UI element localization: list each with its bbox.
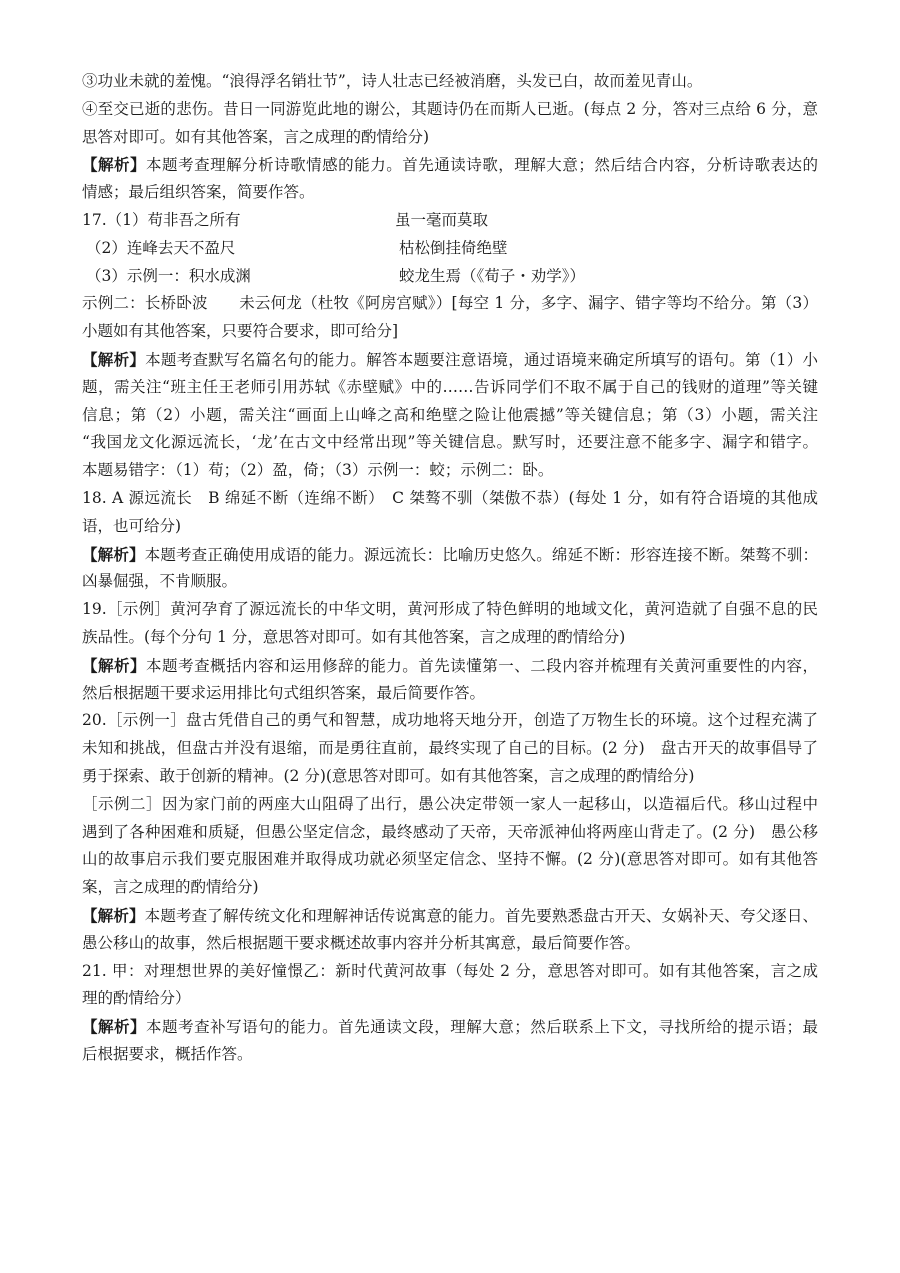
answer-17-scoring: 小题如有其他答案，只要符合要求，即可给分] <box>82 322 399 341</box>
analysis-18-cont: 凶暴倔强，不肯顺服。 <box>82 572 238 591</box>
answer-20-example-1: 20.［示例一］盘古凭借自己的勇气和智慧，成功地将天地分开，创造了万物生长的环境。这个过程充满了 <box>82 711 818 730</box>
analysis-17-cont: “我国龙文化源远流长，‘龙’在古文中经常出现”等关键信息。默写时，还要注意不能多字、漏字和错字。 <box>82 433 818 452</box>
analysis-19-cont: 然后根据题干要求运用排比句式组织答案，最后简要作答。 <box>82 683 486 702</box>
answer-17-row-3 <box>82 263 818 291</box>
analysis-18 <box>82 541 818 569</box>
analysis-20 <box>82 902 818 930</box>
analysis-text: 本题考查正确使用成语的能力。源远流长：比喻历史悠久。绵延不断：形容连接不断。桀骜不驯： <box>144 545 818 564</box>
analysis-17 <box>82 346 818 374</box>
answer-17-1a: 17.（1）苟非吾之所有 <box>82 210 241 229</box>
answer-17-2b: 枯松倒挂倚绝壁 <box>399 238 508 257</box>
answer-17-row-2 <box>82 235 818 263</box>
analysis-17-cont: 信息；第（2）小题，需关注“画面上山峰之高和绝壁之险让他震撼”等关键信息；第（3）小题，需关注 <box>82 405 818 424</box>
answer-17-3b: 蛟龙生焉（《荀子・劝学》） <box>399 266 586 285</box>
analysis-17-cont: 题，需关注“班主任王老师引用苏轼《赤壁赋》中的……告诉同学们不取不属于自己的钱财的道理”等关键 <box>82 377 818 396</box>
analysis-tag: 【解析】 <box>82 349 146 369</box>
answer-19: 19.［示例］黄河孕育了源远流长的中华文明，黄河形成了特色鲜明的地域文化，黄河造就了自强不息的民 <box>82 600 818 619</box>
answer-19-cont: 族品性。(每个分句 1 分，意思答对即可。如有其他答案，言之成理的酌情给分) <box>82 627 626 646</box>
answer-16-point-4: ④至交已逝的悲伤。昔日一同游览此地的谢公，其题诗仍在而斯人已逝。(每点 2 分，答对三点给 6 分，意 <box>82 99 818 118</box>
answer-21-cont: 理的酌情给分） <box>82 989 191 1008</box>
analysis-tag: 【解析】 <box>82 544 145 564</box>
analysis-text: 本题考查理解分析诗歌情感的能力。首先通读诗歌，理解大意；然后结合内容，分析诗歌表达的 <box>146 156 818 175</box>
analysis-text: 本题考查概括内容和运用修辞的能力。首先读懂第一、二段内容并梳理有关黄河重要性的内容， <box>146 656 818 675</box>
answer-21: 21. 甲：对理想世界的美好憧憬乙：新时代黄河故事（每处 2 分，意思答对即可。如有其他答案，言之成 <box>82 961 818 980</box>
answer-20-example-2-cont: 山的故事启示我们要克服困难并取得成功就必须坚定信念、坚持不懈。(2 分)(意思答对即可。如有其他答 <box>82 850 818 869</box>
analysis-20-cont: 愚公移山的故事，然后根据题干要求概述故事内容并分析其寓意，最后简要作答。 <box>82 933 641 952</box>
answer-18: 18. A 源远流长 B 绵延不断（连绵不断） C 桀骜不驯（桀傲不恭）(每处 1 分，如有符合语境的其他成 <box>82 488 818 507</box>
analysis-21-cont: 后根据要求，概括作答。 <box>82 1044 253 1063</box>
answer-20-example-1-cont: 未知和挑战，但盘古并没有退缩，而是勇往直前，最终实现了自己的目标。(2 分) 盘古开天的故事倡导了 <box>82 739 818 758</box>
analysis-tag: 【解析】 <box>82 155 147 175</box>
analysis-tag: 【解析】 <box>82 655 147 675</box>
analysis-17-typos: 本题易错字：（1）苟；（2）盈，倚；（3）示例一：蛟；示例二：卧。 <box>82 461 554 480</box>
analysis-19 <box>82 652 818 680</box>
answer-20-example-2-cont: 案，言之成理的酌情给分) <box>82 878 259 897</box>
analysis-text: 本题考查了解传统文化和理解神话传说寓意的能力。首先要熟悉盘古开天、女娲补天、夸父逐日、 <box>144 906 818 925</box>
answer-17-2a: （2）连峰去天不盈尺 <box>86 238 236 257</box>
answer-17-3a: （3）示例一：积水成渊 <box>86 266 251 285</box>
analysis-21 <box>82 1013 818 1041</box>
answer-17-row-1 <box>82 207 818 235</box>
analysis-tag: 【解析】 <box>82 905 145 925</box>
analysis-text: 本题考查补写语句的能力。首先通读文段，理解大意；然后联系上下文，寻找所给的提示语；最 <box>146 1018 818 1037</box>
answer-17-1b: 虽一毫而莫取 <box>395 210 489 229</box>
answer-16-scoring: 思答对即可。如有其他答案，言之成理的酌情给分) <box>82 127 430 146</box>
answer-18-cont: 语，也可给分) <box>82 516 182 535</box>
answer-20-example-2-cont: 遇到了各种困难和质疑，但愚公坚定信念，最终感动了天帝，天帝派神仙将两座山背走了。(2 分) 愚公移 <box>82 822 818 841</box>
analysis-16 <box>82 151 818 179</box>
analysis-tag: 【解析】 <box>82 1017 147 1037</box>
answer-20-example-1-cont: 勇于探索、敢于创新的精神。(2 分)(意思答对即可。如有其他答案，言之成理的酌情给分) <box>82 766 695 785</box>
analysis-text: 本题考查默写名篇名句的能力。解答本题要注意语境，通过语境来确定所填写的语句。第（1）小 <box>145 350 818 369</box>
answer-17-example-2: 示例二：长桥卧波 未云何龙（杜牧《阿房宫赋》）[每空 1 分，多字、漏字、错字等均不给分。第（3） <box>82 294 818 313</box>
analysis-16-cont: 情感；最后组织答案，简要作答。 <box>82 183 315 202</box>
answer-16-point-3: ③功业未就的羞愧。“浪得浮名销壮节”，诗人壮志已经被消磨，头发已白，故而羞见青山。 <box>82 72 703 90</box>
answer-20-example-2: ［示例二］因为家门前的两座大山阻碍了出行，愚公决定带领一家人一起移山，以造福后代。移山过程中 <box>82 794 818 813</box>
